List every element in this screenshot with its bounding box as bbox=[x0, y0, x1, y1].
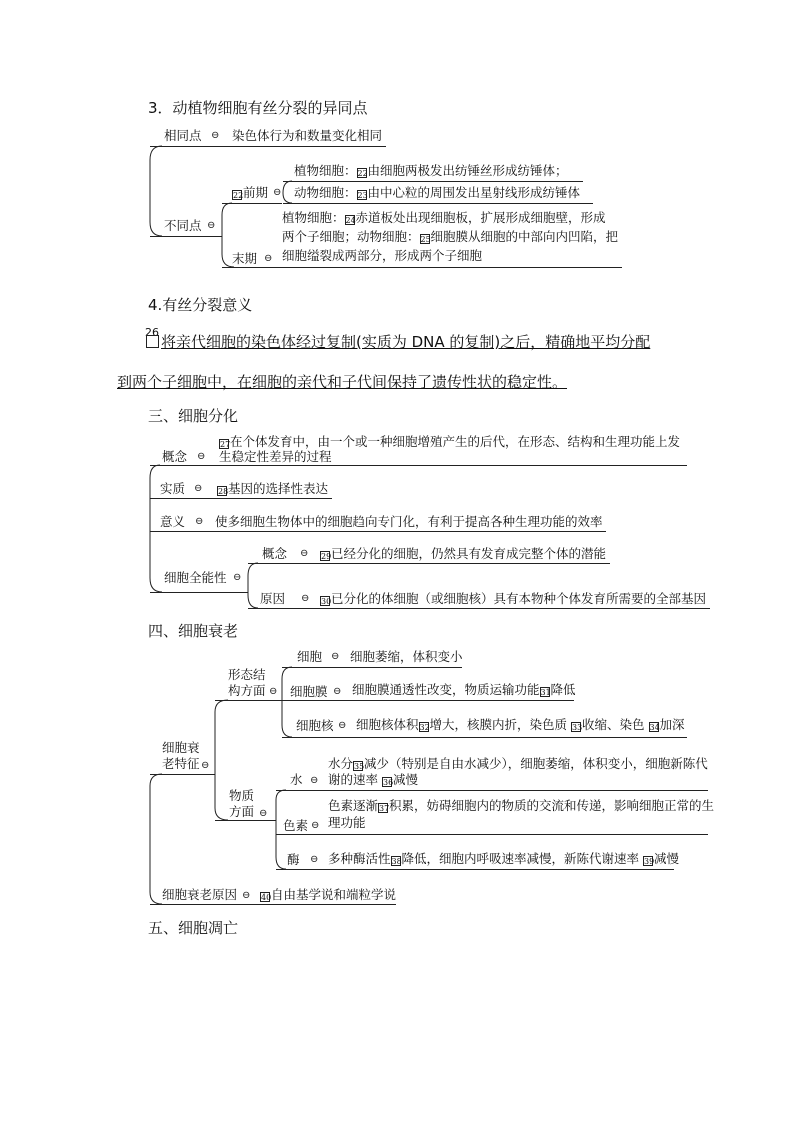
water-line1: 水分35减少（特别是自由水减少），细胞萎缩，体积变小，细胞新陈代 bbox=[328, 756, 708, 771]
collapse-icon[interactable]: ⊖ bbox=[207, 220, 216, 231]
prophase-animal: 动物细胞：23由中心粒的周围发出星射线形成纺锤体 bbox=[294, 185, 581, 200]
blank-marker: 22 bbox=[357, 169, 368, 178]
underline bbox=[150, 904, 396, 905]
meaning-text: 使多细胞生物体中的细胞趋向专门化，有利于提高各种生理功能的效率 bbox=[215, 514, 603, 529]
enzyme-text: 多种酶活性38降低，细胞内呼吸速率减慢，新陈代谢速率 39减慢 bbox=[328, 851, 680, 866]
meaning-line1: 将亲代细胞的染色体经过复制(实质为 DNA 的复制)之后，精确地平均分配 bbox=[146, 335, 650, 350]
blank-marker: 38 bbox=[391, 857, 402, 866]
collapse-icon[interactable]: ⊖ bbox=[242, 890, 251, 901]
toti-reason-text: 30已分化的体细胞（或细胞核）具有本物种个体发育所需要的全部基因 bbox=[321, 591, 707, 606]
blank-marker: 24 bbox=[345, 216, 356, 225]
collapse-icon[interactable]: ⊖ bbox=[301, 593, 310, 604]
features-label-line2: 老特征 bbox=[162, 756, 200, 771]
essence-text: 28基因的选择性表达 bbox=[218, 481, 329, 496]
nucleus-text: 细胞核体积32增大，核膜内折，染色质 33收缩、染色 34加深 bbox=[356, 717, 685, 732]
collapse-icon[interactable]: ⊖ bbox=[194, 483, 203, 494]
collapse-icon[interactable]: ⊖ bbox=[197, 451, 206, 462]
underline bbox=[276, 869, 674, 870]
water-line2: 谢的速率 36减慢 bbox=[328, 772, 418, 787]
blank-number: 26 bbox=[145, 326, 159, 339]
nucleus-label: 细胞核 bbox=[296, 718, 334, 733]
diff-label: 不同点 bbox=[164, 218, 202, 233]
morph-label-line1: 形态结 bbox=[228, 667, 266, 682]
underline bbox=[215, 700, 282, 701]
concept-line1: 27在个体发育中，由一个或一种细胞增殖产生的后代，在形态、结构和生理功能上发 bbox=[220, 434, 681, 449]
blank-marker: 29 bbox=[321, 552, 332, 561]
blank-marker: 32 bbox=[419, 723, 430, 732]
underline bbox=[150, 498, 332, 499]
collapse-icon[interactable]: ⊖ bbox=[300, 548, 309, 559]
blank-marker: 39 bbox=[644, 857, 655, 866]
matter-label-line2: 方面 bbox=[229, 804, 255, 819]
membrane-text: 细胞膜通透性改变，物质运输功能31降低 bbox=[352, 682, 576, 697]
prophase-plant: 植物细胞：22由细胞两极发出纺锤丝形成纺锤体； bbox=[294, 163, 568, 178]
blank-marker: 35 bbox=[354, 762, 365, 771]
collapse-icon[interactable]: ⊖ bbox=[269, 686, 278, 697]
blank-marker: 37 bbox=[379, 804, 390, 813]
blank-marker: 31 bbox=[540, 688, 551, 697]
underline bbox=[215, 820, 276, 821]
collapse-icon[interactable]: ⊖ bbox=[338, 720, 347, 731]
collapse-icon[interactable]: ⊖ bbox=[311, 820, 320, 831]
blank-marker: 36 bbox=[382, 778, 394, 787]
meaning-line2: 到两个子细胞中，在细胞的亲代和子代间保持了遗传性状的稳定性。 bbox=[117, 373, 568, 391]
same-text: 染色体行为和数量变化相同 bbox=[232, 128, 383, 143]
features-label-line1: 细胞衰 bbox=[162, 740, 200, 755]
blank-marker: 40 bbox=[261, 893, 272, 902]
essence-label: 实质 bbox=[160, 481, 186, 496]
underline bbox=[276, 834, 708, 835]
underline bbox=[150, 465, 687, 466]
collapse-icon[interactable]: ⊖ bbox=[273, 187, 282, 198]
blank-marker: 27 bbox=[220, 440, 231, 449]
collapse-icon[interactable]: ⊖ bbox=[211, 130, 220, 141]
underline bbox=[150, 531, 606, 532]
same-label: 相同点 bbox=[164, 128, 202, 143]
section5-heading: 三、细胞分化 bbox=[148, 407, 239, 425]
telophase-label: 末期 bbox=[232, 251, 258, 266]
underline bbox=[248, 608, 710, 609]
collapse-icon[interactable]: ⊖ bbox=[233, 572, 242, 583]
blank-marker: 25 bbox=[420, 235, 431, 244]
concept-label: 概念 bbox=[162, 449, 188, 464]
pigment-label: 色素 bbox=[283, 818, 309, 833]
underline bbox=[283, 181, 583, 182]
collapse-icon[interactable]: ⊖ bbox=[259, 808, 268, 819]
blank-marker: 22 bbox=[233, 191, 244, 200]
section4-heading: 4.有丝分裂意义 bbox=[148, 296, 253, 314]
blank-marker: 34 bbox=[649, 723, 660, 732]
collapse-icon[interactable]: ⊖ bbox=[331, 651, 340, 662]
morph-label-line2: 构方面 bbox=[228, 683, 266, 698]
collapse-icon[interactable]: ⊖ bbox=[310, 854, 319, 865]
water-label: 水 bbox=[290, 772, 303, 787]
underline bbox=[150, 146, 386, 147]
collapse-icon[interactable]: ⊖ bbox=[264, 253, 273, 264]
underline bbox=[150, 592, 248, 593]
underline bbox=[282, 667, 462, 668]
toti-reason-label: 原因 bbox=[260, 591, 286, 606]
collapse-icon[interactable]: ⊖ bbox=[201, 760, 210, 771]
underline bbox=[283, 203, 593, 204]
underline bbox=[282, 700, 574, 701]
matter-label-line1: 物质 bbox=[229, 788, 255, 803]
collapse-icon[interactable]: ⊖ bbox=[333, 686, 342, 697]
cause-label: 细胞衰老原因 bbox=[162, 887, 238, 902]
blank-marker bbox=[146, 335, 159, 348]
telophase-line2: 两个子细胞；动物细胞：25细胞膜从细胞的中部向内凹陷，把 bbox=[282, 229, 619, 244]
cause-text: 40自由基学说和端粒学说 bbox=[261, 887, 397, 902]
section3-heading: 3．动植物细胞有丝分裂的异同点 bbox=[148, 99, 368, 117]
section6-heading: 四、细胞衰老 bbox=[148, 622, 239, 640]
underline bbox=[222, 203, 282, 204]
blank-marker: 33 bbox=[572, 723, 583, 732]
blank-marker: 28 bbox=[218, 487, 229, 496]
toti-concept-label: 概念 bbox=[262, 546, 288, 561]
underline bbox=[222, 267, 622, 268]
enzyme-label: 酶 bbox=[287, 852, 300, 867]
concept-line2: 生稳定性差异的过程 bbox=[219, 449, 332, 464]
totipotency-label: 细胞全能性 bbox=[164, 570, 227, 585]
blank-marker: 30 bbox=[321, 597, 332, 606]
telophase-line1: 植物细胞：24赤道板处出现细胞板，扩展形成细胞壁，形成 bbox=[282, 210, 606, 225]
pigment-line1: 色素逐渐37积累，妨碍细胞内的物质的交流和传递，影响细胞正常的生 bbox=[328, 798, 715, 813]
underline bbox=[282, 737, 687, 738]
blank-marker: 23 bbox=[357, 191, 368, 200]
underline bbox=[150, 774, 215, 775]
membrane-label: 细胞膜 bbox=[290, 684, 328, 699]
telophase-line3: 细胞缢裂成两部分，形成两个子细胞 bbox=[282, 248, 483, 263]
collapse-icon[interactable]: ⊖ bbox=[310, 775, 319, 786]
pigment-line2: 理功能 bbox=[328, 815, 366, 830]
cell-label: 细胞 bbox=[297, 649, 323, 664]
toti-concept-text: 29已经分化的细胞，仍然具有发育成完整个体的潜能 bbox=[321, 546, 607, 561]
collapse-icon[interactable]: ⊖ bbox=[195, 516, 204, 527]
meaning-label: 意义 bbox=[160, 514, 186, 529]
underline bbox=[276, 790, 708, 791]
section7-heading: 五、细胞凋亡 bbox=[148, 919, 239, 937]
underline bbox=[248, 563, 610, 564]
underline bbox=[150, 236, 222, 237]
cell-text: 细胞萎缩，体积变小 bbox=[350, 649, 463, 664]
prophase-label: 22前期 bbox=[233, 185, 269, 200]
